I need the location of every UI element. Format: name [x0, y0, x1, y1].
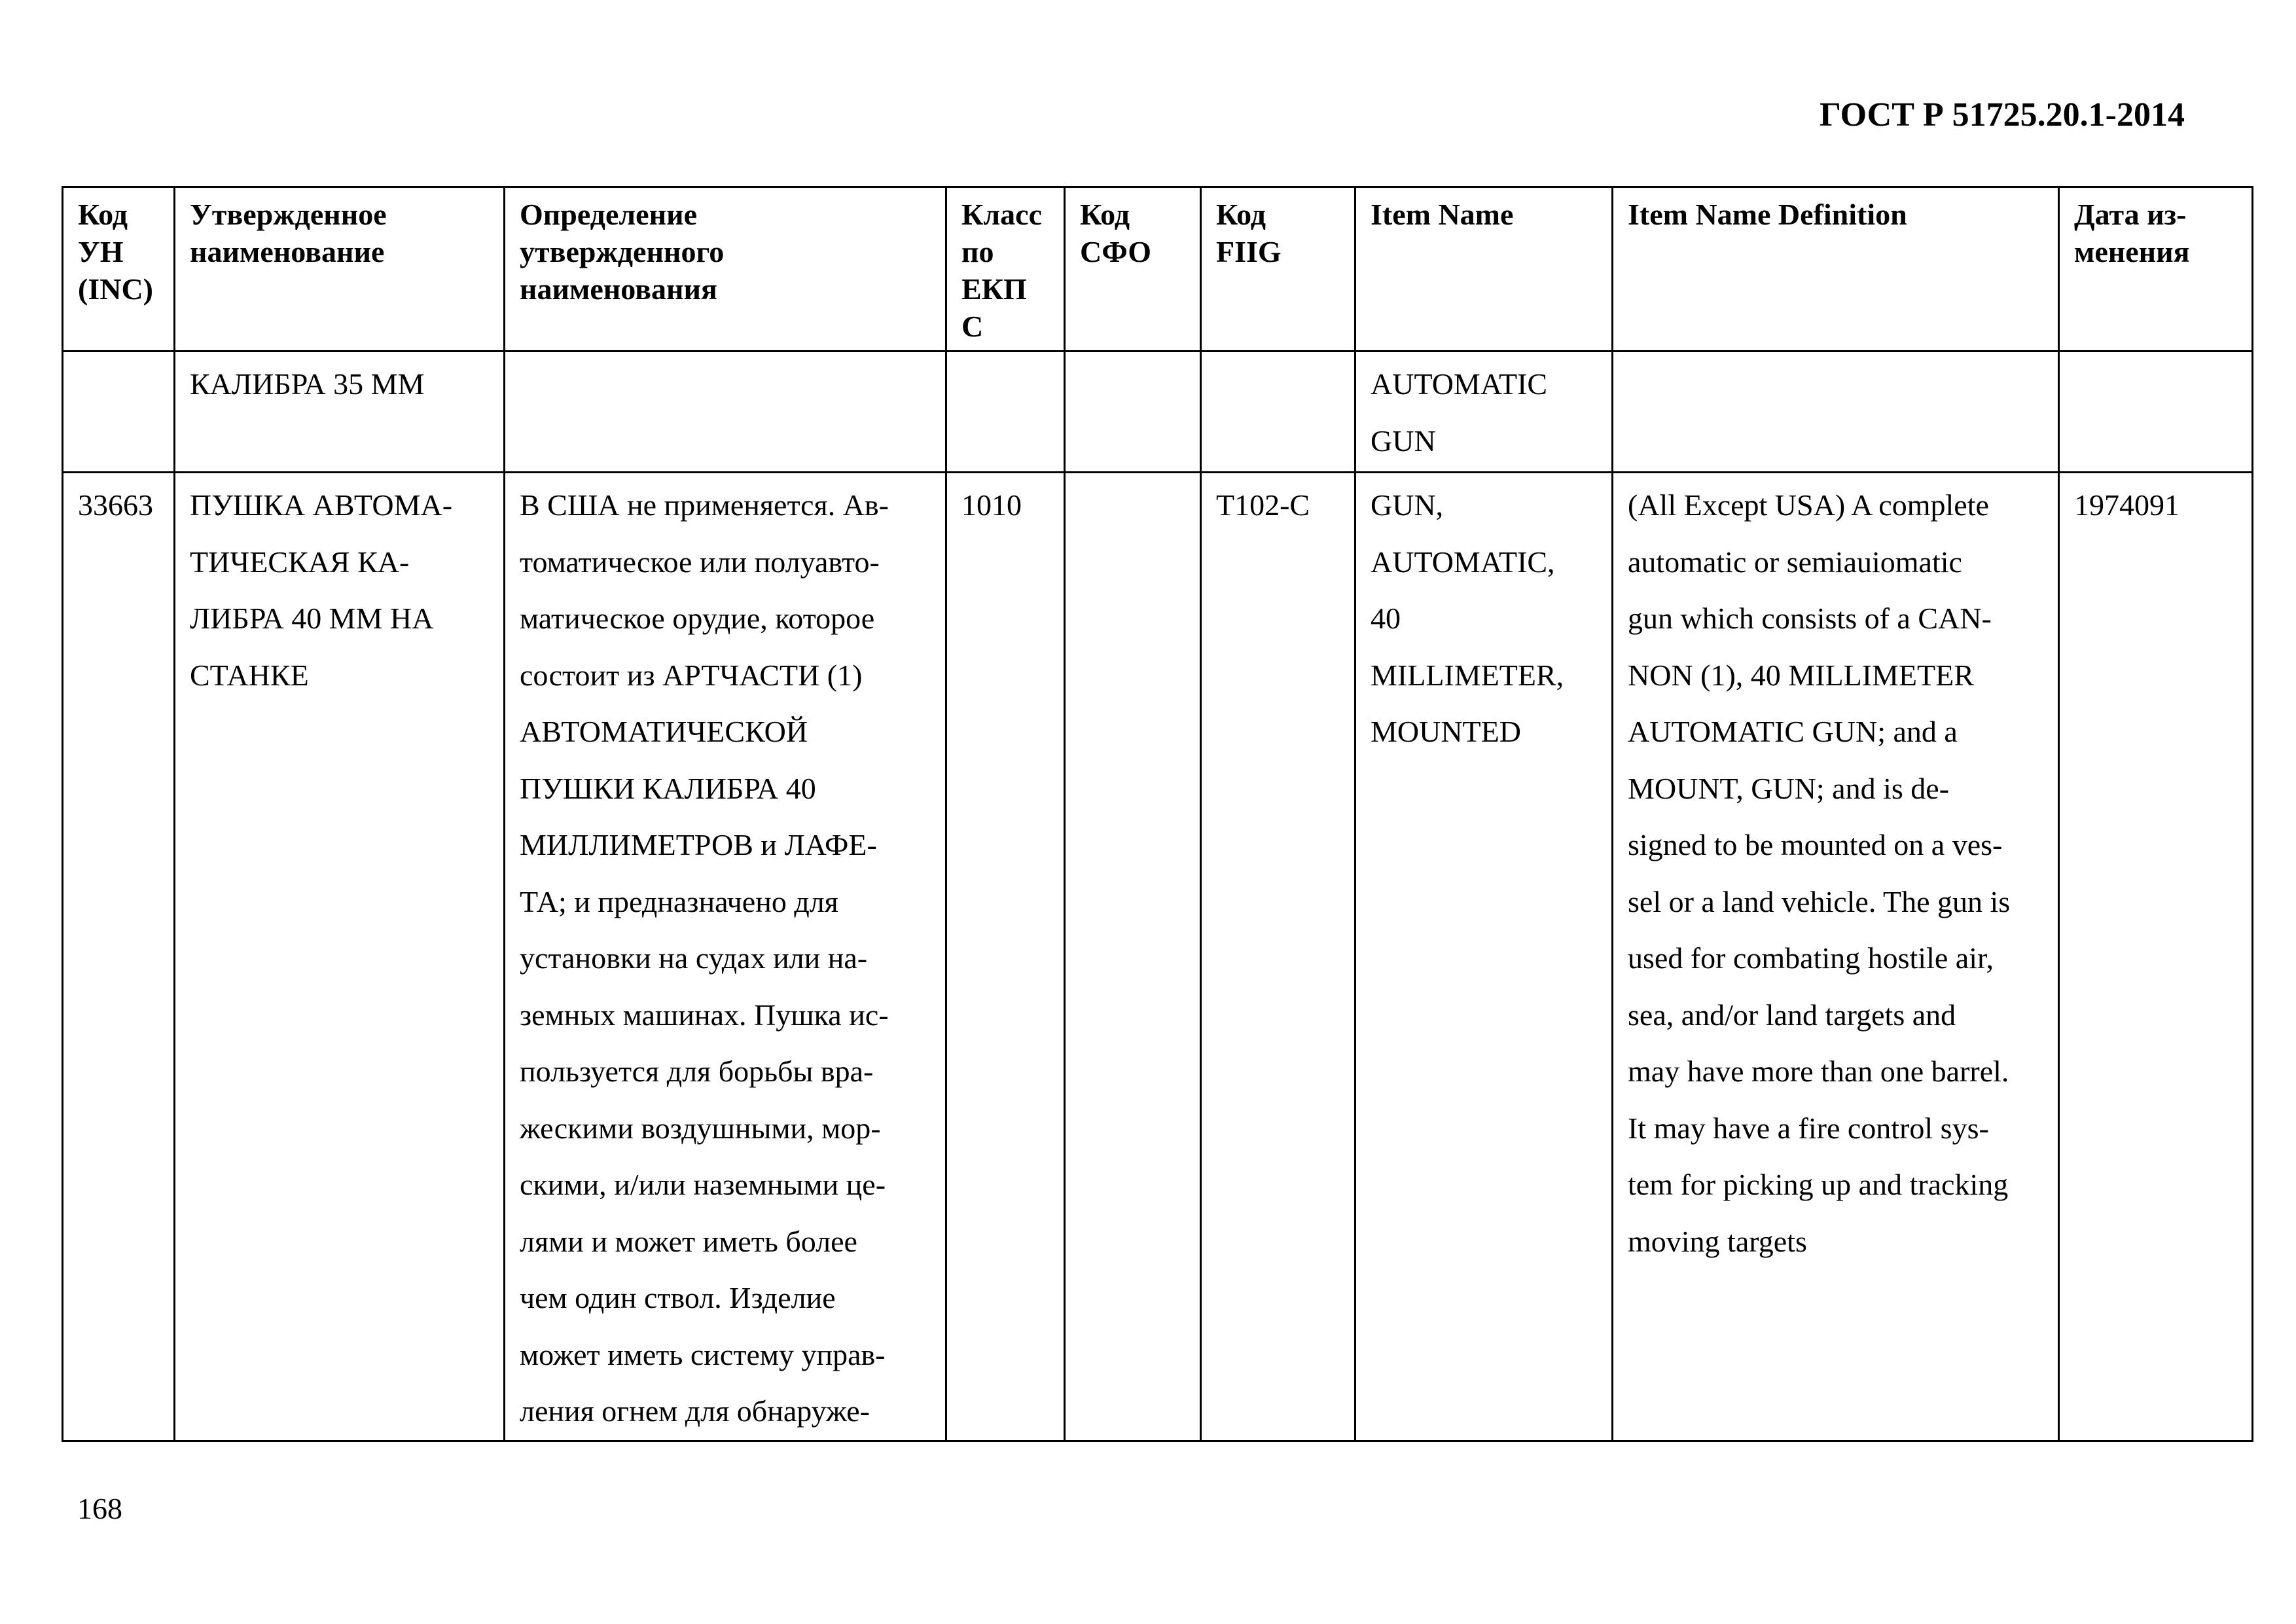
header-definition: Определение утвержденного наименования [505, 187, 946, 352]
items-table [62, 186, 2253, 1442]
cell-item-name-definition: (All Except USA) A complete automatic or semiauiomatic gun which consists of a CAN- NON (1), 40 MILLIMETER AUTOMATIC GUN; and a MOUNT, GUN; and is de- signed to be mounted on a ves- sel or a land vehicle. The gun is used for combating hostile air, sea, and/or land targets and may have more than one barrel. It may have a fire control sys- tem for picking up and tracking moving targets [1613, 473, 2059, 1441]
header-sfo: Код СФО [1065, 187, 1201, 352]
page-number: 168 [77, 1492, 122, 1525]
cell-item-name: GUN, AUTOMATIC, 40 MILLIMETER, MOUNTED [1355, 473, 1613, 1441]
cell-item-name-definition [1613, 352, 2059, 473]
table-row [63, 352, 2253, 473]
cell-sfo [1065, 352, 1201, 473]
cell-fiig: T102-C [1201, 473, 1355, 1441]
cell-definition [505, 352, 946, 473]
header-class: Класс по ЕКП С [946, 187, 1065, 352]
header-inc: Код УН (INC) [63, 187, 175, 352]
cell-definition: В США не применяется. Ав- томатическое или полуавто- матическое орудие, которое состоит из АРТЧАСТИ (1) АВТОМАТИЧЕСКОЙ ПУШКИ КАЛИБРА 40 МИЛЛИМЕТРОВ и ЛАФЕ- ТА; и предназначено для установки на судах или на- земных машинах. Пушка ис- пользуется для борьбы вра- жескими воздушными, мор- скими, и/или наземными це- лями и может иметь более чем один ствол. Изделие может иметь систему управ- ления огнем для обнаруже- [505, 473, 946, 1441]
cell-item-name: AUTOMATIC GUN [1355, 352, 1613, 473]
table-header-row [63, 187, 2253, 352]
cell-class: 1010 [946, 473, 1065, 1441]
header-fiig: Код FIIG [1201, 187, 1355, 352]
header-item-name-definition: Item Name Definition [1613, 187, 2059, 352]
document-code: ГОСТ Р 51725.20.1-2014 [1819, 96, 2185, 134]
cell-inc [63, 352, 175, 473]
cell-change-date [2059, 352, 2253, 473]
cell-sfo [1065, 473, 1201, 1441]
header-item-name: Item Name [1355, 187, 1613, 352]
cell-approved-name: КАЛИБРА 35 ММ [175, 352, 505, 473]
cell-approved-name: ПУШКА АВТОМА- ТИЧЕСКАЯ КА- ЛИБРА 40 ММ НА СТАНКЕ [175, 473, 505, 1441]
cell-fiig [1201, 352, 1355, 473]
cell-change-date: 1974091 [2059, 473, 2253, 1441]
cell-inc: 33663 [63, 473, 175, 1441]
header-change-date: Дата из- менения [2059, 187, 2253, 352]
table-row [63, 473, 2253, 1441]
cell-class [946, 352, 1065, 473]
header-approved-name: Утвержденное наименование [175, 187, 505, 352]
